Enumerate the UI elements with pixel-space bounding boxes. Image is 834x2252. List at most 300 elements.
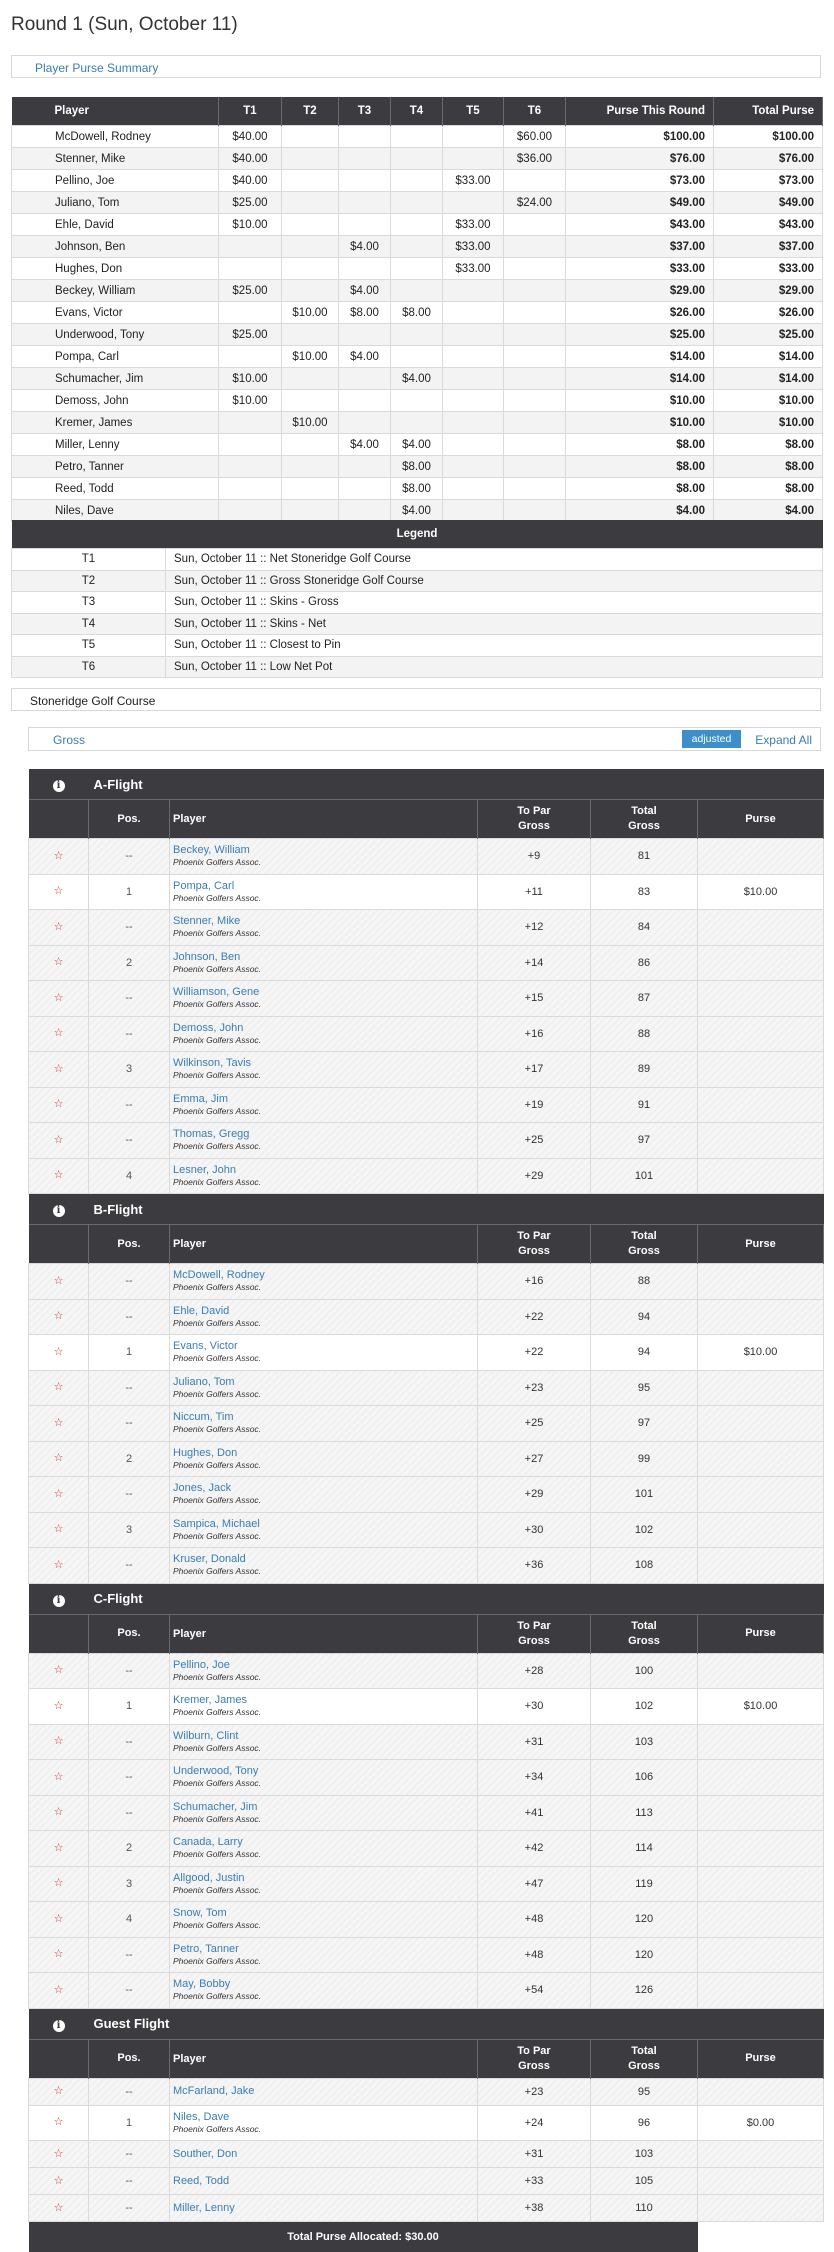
purse-cell: $8.00 bbox=[391, 478, 443, 500]
player-name-link[interactable]: Williamson, Gene bbox=[173, 986, 260, 999]
flight-info-cell[interactable] bbox=[29, 1583, 89, 1614]
purse-cell bbox=[443, 368, 504, 390]
purse-cell: $24.00 bbox=[504, 192, 566, 214]
col-player[interactable]: Player bbox=[170, 800, 478, 839]
purse-cell: $43.00 bbox=[566, 214, 714, 236]
col-total-line1: Total bbox=[631, 805, 657, 817]
player-name-link[interactable]: Ehle, David bbox=[173, 1304, 230, 1317]
player-to-par: +27 bbox=[478, 1441, 591, 1477]
purse-cell: $4.00 bbox=[339, 346, 391, 368]
legend-code: T5 bbox=[12, 635, 166, 657]
player-purse bbox=[698, 2168, 824, 2195]
player-organization: Phoenix Golfers Assoc. bbox=[173, 1424, 262, 1435]
favorite-star-icon[interactable]: ☆ bbox=[29, 1264, 89, 1300]
col-favorite bbox=[29, 1614, 89, 1653]
purse-cell bbox=[282, 434, 339, 456]
player-purse-summary-panel[interactable] bbox=[11, 55, 821, 78]
favorite-star-icon[interactable]: ☆ bbox=[29, 1335, 89, 1371]
col-purse[interactable]: Purse bbox=[698, 2039, 824, 2078]
col-pos[interactable]: Pos. bbox=[89, 1225, 170, 1264]
player-row[interactable] bbox=[29, 1724, 824, 1760]
column-header-row bbox=[29, 1614, 824, 1653]
purse-row bbox=[12, 390, 823, 412]
player-purse-summary-link[interactable]: Player Purse Summary bbox=[35, 61, 159, 75]
player-row[interactable] bbox=[29, 1831, 824, 1867]
player-name-link[interactable]: Jones, Jack bbox=[173, 1482, 232, 1495]
col-to-par-gross[interactable] bbox=[478, 2039, 591, 2078]
purse-cell bbox=[391, 236, 443, 258]
col-pos[interactable]: Pos. bbox=[89, 2039, 170, 2078]
player-to-par: +34 bbox=[478, 1760, 591, 1796]
purse-cell: $26.00 bbox=[566, 302, 714, 324]
player-purse bbox=[698, 1441, 824, 1477]
col-player[interactable]: Player bbox=[170, 2039, 478, 2078]
player-total-gross: 88 bbox=[591, 1264, 698, 1300]
purse-player-name: Pompa, Carl bbox=[12, 346, 219, 368]
purse-cell bbox=[504, 236, 566, 258]
col-purse[interactable]: Purse bbox=[698, 1614, 824, 1653]
player-name-link[interactable]: McDowell, Rodney bbox=[173, 1269, 265, 1282]
player-row[interactable] bbox=[29, 839, 824, 875]
player-row[interactable] bbox=[29, 1441, 824, 1477]
player-row[interactable] bbox=[29, 1512, 824, 1548]
player-row[interactable] bbox=[29, 1902, 824, 1938]
player-organization: Phoenix Golfers Assoc. bbox=[173, 1176, 262, 1187]
purse-cell bbox=[339, 258, 391, 280]
legend-row bbox=[12, 635, 823, 657]
player-cell bbox=[170, 2105, 478, 2141]
flight-header-row bbox=[29, 1583, 824, 1614]
player-row[interactable] bbox=[29, 981, 824, 1017]
col-purse[interactable]: Purse bbox=[698, 800, 824, 839]
info-icon[interactable]: i bbox=[53, 2020, 65, 2032]
purse-player-name: Schumacher, Jim bbox=[12, 368, 219, 390]
player-row[interactable] bbox=[29, 2141, 824, 2168]
player-row[interactable] bbox=[29, 1123, 824, 1159]
player-to-par: +15 bbox=[478, 981, 591, 1017]
col-total-line1: Total bbox=[631, 2044, 657, 2057]
purse-cell bbox=[504, 412, 566, 434]
purse-cell bbox=[282, 368, 339, 390]
purse-cell bbox=[339, 192, 391, 214]
purse-cell: $10.00 bbox=[714, 390, 823, 412]
expand-all-link[interactable]: Expand All bbox=[755, 733, 812, 747]
player-name-link[interactable]: Allgood, Justin bbox=[173, 1871, 245, 1884]
purse-row bbox=[12, 148, 823, 170]
purse-cell: $8.00 bbox=[714, 434, 823, 456]
legend-code: T6 bbox=[12, 656, 166, 678]
player-name-link[interactable]: Hughes, Don bbox=[173, 1446, 238, 1459]
col-player[interactable]: Player bbox=[170, 1225, 478, 1264]
purse-row bbox=[12, 368, 823, 390]
player-name-link[interactable]: Underwood, Tony bbox=[173, 1765, 259, 1778]
legend-code: T1 bbox=[12, 549, 166, 571]
purse-cell bbox=[443, 478, 504, 500]
player-position: 1 bbox=[89, 2105, 170, 2141]
favorite-star-icon[interactable]: ☆ bbox=[29, 1406, 89, 1442]
player-name-link[interactable]: McFarland, Jake bbox=[173, 2085, 255, 2097]
player-name-link[interactable]: Canada, Larry bbox=[173, 1836, 243, 1849]
info-icon[interactable]: i bbox=[53, 1205, 65, 1217]
purse-cell: $37.00 bbox=[714, 236, 823, 258]
favorite-star-icon[interactable]: ☆ bbox=[29, 1370, 89, 1406]
player-to-par: +29 bbox=[478, 1477, 591, 1513]
player-name-link[interactable]: Souther, Don bbox=[173, 2147, 238, 2160]
favorite-star-icon[interactable]: ☆ bbox=[29, 1123, 89, 1159]
purse-cell bbox=[282, 390, 339, 412]
col-total-gross[interactable] bbox=[591, 800, 698, 839]
favorite-star-icon[interactable]: ☆ bbox=[29, 1548, 89, 1584]
legend-table bbox=[11, 520, 823, 678]
player-purse bbox=[698, 2195, 824, 2222]
purse-cell bbox=[391, 346, 443, 368]
player-cell bbox=[170, 981, 478, 1017]
player-organization: Phoenix Golfers Assoc. bbox=[173, 1317, 262, 1328]
player-name-link[interactable]: Niles, Dave bbox=[173, 2110, 230, 2123]
purse-row bbox=[12, 280, 823, 302]
player-to-par: +22 bbox=[478, 1335, 591, 1371]
player-name-link[interactable]: Pellino, Joe bbox=[173, 1658, 230, 1671]
purse-cell bbox=[339, 478, 391, 500]
col-total-line1: Total bbox=[631, 1619, 657, 1632]
favorite-star-icon[interactable]: ☆ bbox=[29, 1760, 89, 1796]
favorite-star-icon[interactable]: ☆ bbox=[29, 1087, 89, 1123]
favorite-star-icon[interactable]: ☆ bbox=[29, 1441, 89, 1477]
flights-body bbox=[29, 769, 824, 2252]
col-player[interactable]: Player bbox=[170, 1614, 478, 1653]
purse-cell: $4.00 bbox=[339, 280, 391, 302]
col-to-par-line1: To Par bbox=[517, 805, 551, 817]
player-name-link[interactable]: Lesner, John bbox=[173, 1163, 236, 1176]
purse-cell bbox=[339, 126, 391, 148]
player-total-gross: 97 bbox=[591, 1123, 698, 1159]
player-row[interactable] bbox=[29, 2195, 824, 2222]
player-purse: $0.00 bbox=[698, 2105, 824, 2141]
player-position: 3 bbox=[89, 1866, 170, 1902]
player-cell bbox=[170, 1653, 478, 1689]
player-total-gross: 108 bbox=[591, 1548, 698, 1584]
favorite-star-icon[interactable]: ☆ bbox=[29, 1299, 89, 1335]
player-organization: Phoenix Golfers Assoc. bbox=[173, 1671, 262, 1682]
player-row[interactable] bbox=[29, 1548, 824, 1584]
flight-info-cell[interactable] bbox=[29, 769, 89, 800]
player-cell bbox=[170, 1441, 478, 1477]
purse-player-name: Ehle, David bbox=[12, 214, 219, 236]
player-organization: Phoenix Golfers Assoc. bbox=[173, 1141, 262, 1152]
col-pos[interactable]: Pos. bbox=[89, 1614, 170, 1653]
player-to-par: +24 bbox=[478, 2105, 591, 2141]
legend-description: Sun, October 11 :: Gross Stoneridge Golf Course bbox=[166, 570, 823, 592]
favorite-star-icon[interactable]: ☆ bbox=[29, 1902, 89, 1938]
player-cell bbox=[170, 1512, 478, 1548]
player-name-link[interactable]: Wilkinson, Tavis bbox=[173, 1057, 252, 1070]
player-row[interactable] bbox=[29, 910, 824, 946]
purse-cell bbox=[219, 236, 282, 258]
purse-cell bbox=[391, 412, 443, 434]
purse-cell bbox=[219, 346, 282, 368]
purse-header-t5[interactable]: T5 bbox=[443, 97, 504, 126]
purse-row bbox=[12, 434, 823, 456]
favorite-star-icon[interactable]: ☆ bbox=[29, 981, 89, 1017]
purse-cell: $8.00 bbox=[566, 456, 714, 478]
purse-cell: $10.00 bbox=[282, 302, 339, 324]
player-to-par: +48 bbox=[478, 1937, 591, 1973]
player-to-par: +30 bbox=[478, 1689, 591, 1725]
col-purse[interactable]: Purse bbox=[698, 1225, 824, 1264]
player-purse bbox=[698, 1866, 824, 1902]
col-to-par-gross[interactable] bbox=[478, 1225, 591, 1264]
favorite-star-icon[interactable]: ☆ bbox=[29, 1477, 89, 1513]
purse-cell bbox=[339, 456, 391, 478]
purse-cell: $33.00 bbox=[443, 236, 504, 258]
player-row[interactable] bbox=[29, 1264, 824, 1300]
player-name-link[interactable]: Beckey, William bbox=[173, 844, 250, 857]
purse-row bbox=[12, 236, 823, 258]
purse-cell bbox=[443, 148, 504, 170]
player-purse bbox=[698, 1406, 824, 1442]
favorite-star-icon[interactable]: ☆ bbox=[29, 945, 89, 981]
player-to-par: +12 bbox=[478, 910, 591, 946]
col-to-par-line2: Gross bbox=[518, 820, 550, 832]
player-row[interactable] bbox=[29, 1406, 824, 1442]
player-purse bbox=[698, 2078, 824, 2105]
col-total-line2: Gross bbox=[628, 820, 660, 832]
col-favorite bbox=[29, 2039, 89, 2078]
player-purse bbox=[698, 945, 824, 981]
player-total-gross: 126 bbox=[591, 1973, 698, 2009]
favorite-star-icon[interactable]: ☆ bbox=[29, 910, 89, 946]
purse-header-t3[interactable]: T3 bbox=[339, 97, 391, 126]
purse-player-name: Underwood, Tony bbox=[12, 324, 219, 346]
player-name-link[interactable]: Stenner, Mike bbox=[173, 915, 241, 928]
flight-info-cell[interactable] bbox=[29, 1194, 89, 1225]
player-position: -- bbox=[89, 1653, 170, 1689]
player-purse bbox=[698, 1158, 824, 1194]
player-cell bbox=[170, 1973, 478, 2009]
flight-header-row bbox=[29, 2008, 824, 2039]
purse-cell: $40.00 bbox=[219, 126, 282, 148]
flight-name: Guest Flight bbox=[89, 2008, 824, 2039]
player-row[interactable] bbox=[29, 1760, 824, 1796]
player-total-gross: 106 bbox=[591, 1760, 698, 1796]
purse-header-t1[interactable]: T1 bbox=[219, 97, 282, 126]
purse-cell bbox=[391, 258, 443, 280]
player-total-gross: 88 bbox=[591, 1016, 698, 1052]
player-name-link[interactable]: Niccum, Tim bbox=[173, 1411, 234, 1424]
col-to-par-gross[interactable] bbox=[478, 1614, 591, 1653]
player-name-link[interactable]: Thomas, Gregg bbox=[173, 1128, 250, 1141]
player-name-link[interactable]: Juliano, Tom bbox=[173, 1375, 235, 1388]
purse-cell: $4.00 bbox=[391, 434, 443, 456]
purse-cell: $76.00 bbox=[714, 148, 823, 170]
purse-cell bbox=[443, 434, 504, 456]
col-total-gross[interactable] bbox=[591, 1614, 698, 1653]
player-row[interactable] bbox=[29, 1087, 824, 1123]
favorite-star-icon[interactable]: ☆ bbox=[29, 1052, 89, 1088]
favorite-star-icon[interactable]: ☆ bbox=[29, 1653, 89, 1689]
player-row[interactable] bbox=[29, 1795, 824, 1831]
player-row[interactable] bbox=[29, 1370, 824, 1406]
gross-filter-link[interactable]: Gross bbox=[53, 733, 86, 747]
purse-cell bbox=[391, 126, 443, 148]
legend-row bbox=[12, 570, 823, 592]
purse-row bbox=[12, 456, 823, 478]
player-cell bbox=[170, 1087, 478, 1123]
purse-cell bbox=[391, 390, 443, 412]
player-to-par: +17 bbox=[478, 1052, 591, 1088]
flight-name: C-Flight bbox=[89, 1583, 824, 1614]
player-name-link[interactable]: Petro, Tanner bbox=[173, 1942, 239, 1955]
info-icon[interactable]: i bbox=[53, 780, 65, 792]
purse-cell bbox=[504, 500, 566, 522]
player-row[interactable] bbox=[29, 1335, 824, 1371]
player-name-link[interactable]: Johnson, Ben bbox=[173, 950, 241, 963]
col-pos[interactable]: Pos. bbox=[89, 800, 170, 839]
player-name-link[interactable]: Evans, Victor bbox=[173, 1340, 238, 1353]
purse-header-this-round[interactable]: Purse This Round bbox=[566, 97, 714, 126]
player-row[interactable] bbox=[29, 2168, 824, 2195]
favorite-star-icon[interactable]: ☆ bbox=[29, 1866, 89, 1902]
favorite-star-icon[interactable]: ☆ bbox=[29, 1831, 89, 1867]
purse-cell: $25.00 bbox=[566, 324, 714, 346]
player-name-link[interactable]: Kremer, James bbox=[173, 1694, 247, 1707]
purse-row bbox=[12, 412, 823, 434]
favorite-star-icon[interactable]: ☆ bbox=[29, 1512, 89, 1548]
player-row[interactable] bbox=[29, 1973, 824, 2009]
purse-body bbox=[12, 126, 823, 522]
player-name-link[interactable]: Pompa, Carl bbox=[173, 879, 235, 892]
player-name-link[interactable]: Wilburn, Clint bbox=[173, 1729, 239, 1742]
favorite-star-icon[interactable]: ☆ bbox=[29, 1724, 89, 1760]
favorite-star-icon[interactable]: ☆ bbox=[29, 874, 89, 910]
favorite-star-icon[interactable]: ☆ bbox=[29, 1016, 89, 1052]
player-row[interactable] bbox=[29, 1937, 824, 1973]
player-row[interactable] bbox=[29, 945, 824, 981]
legend-code: T4 bbox=[12, 613, 166, 635]
favorite-star-icon[interactable]: ☆ bbox=[29, 839, 89, 875]
player-cell bbox=[170, 2168, 478, 2195]
col-total-gross[interactable] bbox=[591, 2039, 698, 2078]
player-to-par: +33 bbox=[478, 2168, 591, 2195]
player-name-link[interactable]: Miller, Lenny bbox=[173, 2201, 235, 2214]
player-organization: Phoenix Golfers Assoc. bbox=[173, 1530, 262, 1541]
player-total-gross: 119 bbox=[591, 1866, 698, 1902]
player-name-link[interactable]: Sampica, Michael bbox=[173, 1517, 260, 1530]
favorite-star-icon[interactable]: ☆ bbox=[29, 1795, 89, 1831]
legend-description: Sun, October 11 :: Closest to Pin bbox=[166, 635, 823, 657]
info-icon[interactable]: i bbox=[53, 1595, 65, 1607]
purse-cell: $8.00 bbox=[714, 478, 823, 500]
player-position: 4 bbox=[89, 1158, 170, 1194]
flight-name: B-Flight bbox=[89, 1194, 824, 1225]
purse-header-t6[interactable]: T6 bbox=[504, 97, 566, 126]
player-name-link[interactable]: Schumacher, Jim bbox=[173, 1800, 258, 1813]
purse-cell: $14.00 bbox=[714, 368, 823, 390]
player-position: 1 bbox=[89, 874, 170, 910]
course-name: Stoneridge Golf Course bbox=[30, 694, 156, 708]
player-row[interactable] bbox=[29, 1299, 824, 1335]
player-position: 3 bbox=[89, 1512, 170, 1548]
player-row[interactable] bbox=[29, 2105, 824, 2141]
purse-cell: $33.00 bbox=[443, 214, 504, 236]
favorite-star-icon[interactable]: ☆ bbox=[29, 2195, 89, 2222]
purse-cell bbox=[339, 368, 391, 390]
favorite-star-icon[interactable]: ☆ bbox=[29, 2141, 89, 2168]
player-position: 2 bbox=[89, 1441, 170, 1477]
favorite-star-icon[interactable]: ☆ bbox=[29, 2105, 89, 2141]
favorite-star-icon[interactable]: ☆ bbox=[29, 1158, 89, 1194]
player-cell bbox=[170, 1548, 478, 1584]
col-to-par-gross[interactable] bbox=[478, 800, 591, 839]
flight-info-cell[interactable] bbox=[29, 2008, 89, 2039]
purse-cell bbox=[443, 192, 504, 214]
purse-cell: $60.00 bbox=[504, 126, 566, 148]
favorite-star-icon[interactable]: ☆ bbox=[29, 1689, 89, 1725]
player-position: 3 bbox=[89, 1052, 170, 1088]
favorite-star-icon[interactable]: ☆ bbox=[29, 2078, 89, 2105]
player-row[interactable] bbox=[29, 1477, 824, 1513]
purse-cell bbox=[443, 456, 504, 478]
purse-cell: $40.00 bbox=[219, 148, 282, 170]
purse-cell bbox=[443, 500, 504, 522]
player-name-link[interactable]: Demoss, John bbox=[173, 1021, 244, 1034]
purse-cell bbox=[339, 390, 391, 412]
player-row[interactable] bbox=[29, 1866, 824, 1902]
purse-cell bbox=[282, 280, 339, 302]
player-row[interactable] bbox=[29, 1016, 824, 1052]
purse-cell bbox=[282, 478, 339, 500]
player-row[interactable] bbox=[29, 1689, 824, 1725]
player-organization: Phoenix Golfers Assoc. bbox=[173, 1388, 262, 1399]
player-cell bbox=[170, 1264, 478, 1300]
col-total-line1: Total bbox=[631, 1230, 657, 1242]
player-cell bbox=[170, 1795, 478, 1831]
player-name-link[interactable]: Emma, Jim bbox=[173, 1092, 228, 1105]
player-purse bbox=[698, 1370, 824, 1406]
purse-cell: $8.00 bbox=[339, 302, 391, 324]
purse-cell: $14.00 bbox=[566, 368, 714, 390]
purse-cell bbox=[504, 478, 566, 500]
player-row[interactable] bbox=[29, 2078, 824, 2105]
player-row[interactable] bbox=[29, 1653, 824, 1689]
adjusted-toggle-button[interactable]: adjusted bbox=[682, 730, 741, 748]
purse-header-player[interactable]: Player bbox=[12, 97, 219, 126]
purse-header-t2[interactable]: T2 bbox=[282, 97, 339, 126]
favorite-star-icon[interactable]: ☆ bbox=[29, 1973, 89, 2009]
favorite-star-icon[interactable]: ☆ bbox=[29, 2168, 89, 2195]
player-purse: $10.00 bbox=[698, 874, 824, 910]
purse-header-t4[interactable]: T4 bbox=[391, 97, 443, 126]
player-name-link[interactable]: May, Bobby bbox=[173, 1978, 231, 1991]
player-name-link[interactable]: Kruser, Donald bbox=[173, 1553, 246, 1566]
purse-cell bbox=[391, 324, 443, 346]
player-organization: Phoenix Golfers Assoc. bbox=[173, 1849, 262, 1860]
player-row[interactable] bbox=[29, 874, 824, 910]
player-name-link[interactable]: Snow, Tom bbox=[173, 1907, 227, 1920]
purse-cell: $100.00 bbox=[714, 126, 823, 148]
purse-cell bbox=[504, 368, 566, 390]
player-position: -- bbox=[89, 1406, 170, 1442]
favorite-star-icon[interactable]: ☆ bbox=[29, 1937, 89, 1973]
player-row[interactable] bbox=[29, 1158, 824, 1194]
player-row[interactable] bbox=[29, 1052, 824, 1088]
player-name-link[interactable]: Reed, Todd bbox=[173, 2174, 230, 2187]
purse-header-total[interactable]: Total Purse bbox=[714, 97, 823, 126]
player-total-gross: 83 bbox=[591, 874, 698, 910]
player-cell bbox=[170, 1902, 478, 1938]
purse-row bbox=[12, 500, 823, 522]
col-total-gross[interactable] bbox=[591, 1225, 698, 1264]
